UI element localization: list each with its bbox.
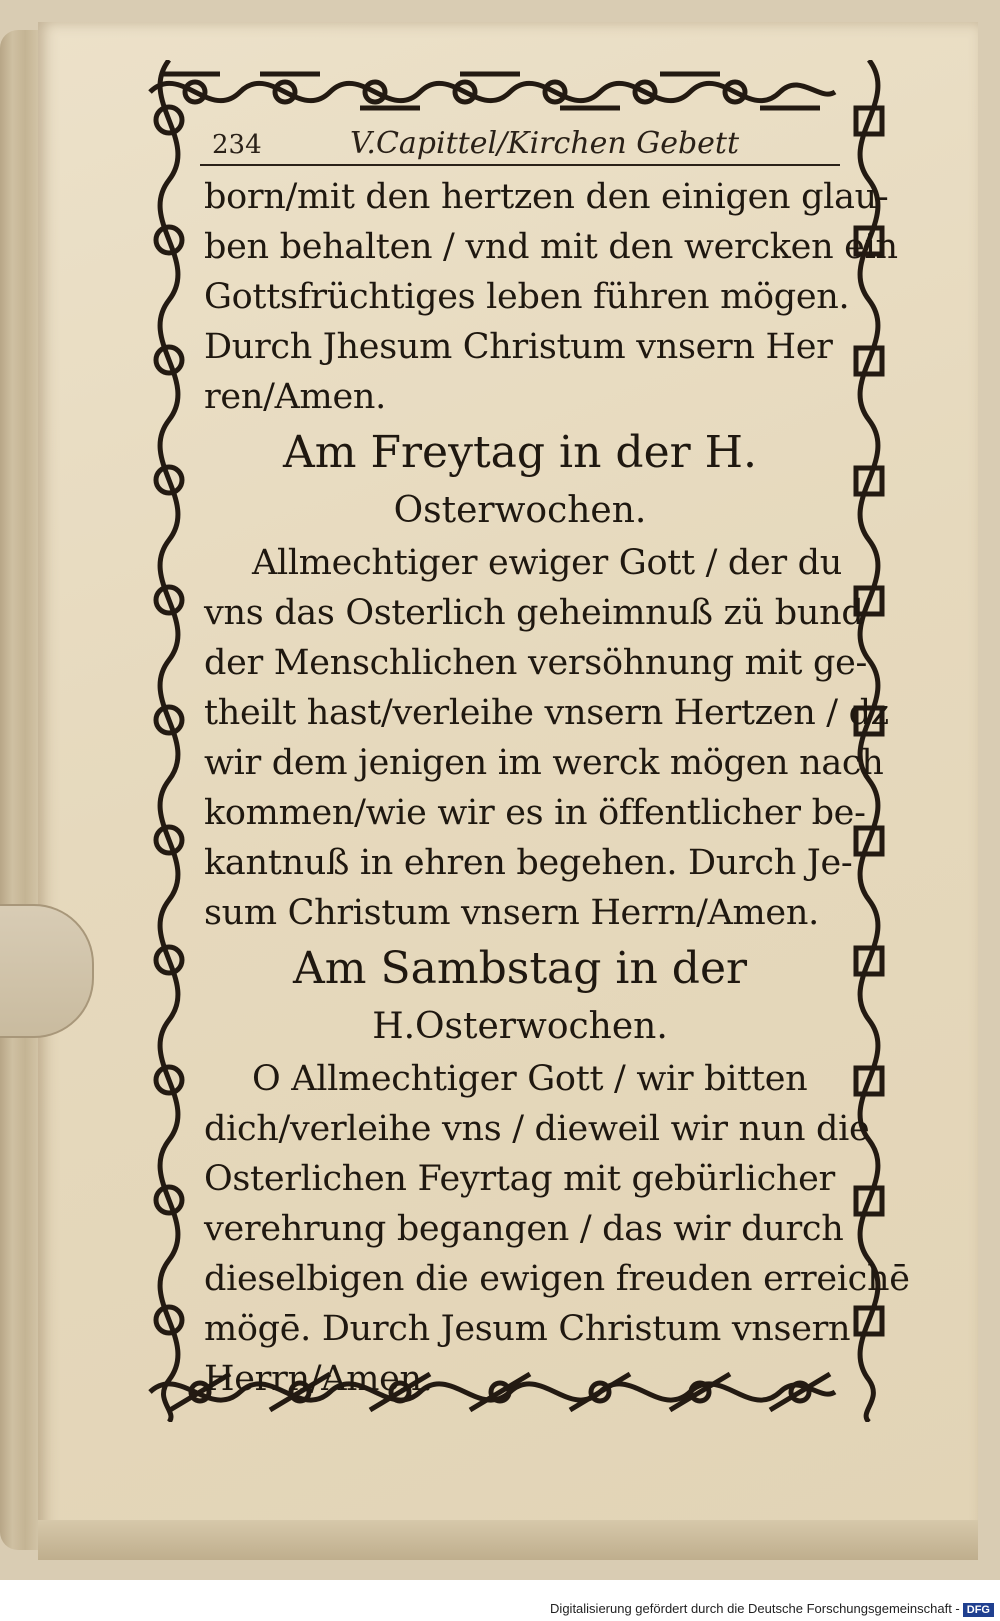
text-line: Herrn/Amen. (204, 1359, 433, 1399)
running-head: V.Capittel/Kirchen Gebett (350, 126, 740, 161)
text-line: dieselbigen die ewigen freuden erreichē (204, 1259, 910, 1299)
text-line: ren/Amen. (204, 377, 386, 417)
text-line: Allmechtiger ewiger Gott / der du (252, 543, 843, 583)
text-block (204, 172, 910, 1404)
ornament-border-top (140, 62, 840, 120)
text-line: kommen/wie wir es in öffentlicher be- (204, 793, 866, 833)
section-heading: Am Freytag in der H. (283, 427, 757, 478)
book-edge (0, 30, 42, 1550)
credit-text: Digitalisierung gefördert durch die Deutsche Forschungsgemeinschaft - (550, 1601, 960, 1616)
text-line: O Allmechtiger Gott / wir bitten (252, 1059, 808, 1099)
text-line: Durch Jhesum Christum vnsern Her (204, 327, 833, 367)
digitization-credit (550, 1601, 994, 1617)
page-header (200, 124, 840, 166)
section-subheading: H.Osterwochen. (372, 1006, 668, 1047)
dfg-logo: DFG (963, 1603, 994, 1617)
text-line: ben behalten / vnd mit den wercken ein (204, 227, 898, 267)
text-line: Gottsfrüchtiges leben führen mögen. (204, 277, 850, 317)
page-bottom-edge (38, 1520, 978, 1560)
page-number: 234 (212, 130, 262, 160)
text-line: wir dem jenigen im werck mögen nach (204, 743, 884, 783)
ornament-border-left (138, 60, 200, 1422)
text-line: verehrung begangen / das wir durch (204, 1209, 844, 1249)
text-line: Osterlichen Feyrtag mit gebürlicher (204, 1159, 835, 1199)
text-line: sum Christum vnsern Herrn/Amen. (204, 893, 819, 933)
text-line: mögē. Durch Jesum Christum vnsern (204, 1309, 851, 1349)
text-line: theilt hast/verleihe vnsern Hertzen / dz (204, 693, 889, 733)
section-subheading: Osterwochen. (393, 490, 647, 531)
text-line: dich/verleihe vns / dieweil wir nun die (204, 1109, 870, 1149)
text-line: born/mit den hertzen den einigen glau- (204, 177, 889, 217)
text-line: der Menschlichen versöhnung mit ge- (204, 643, 868, 683)
text-line: vns das Osterlich geheimnuß zü bund (204, 593, 864, 633)
text-line: kantnuß in ehren begehen. Durch Je- (204, 843, 853, 883)
section-heading: Am Sambstag in der (292, 943, 748, 994)
